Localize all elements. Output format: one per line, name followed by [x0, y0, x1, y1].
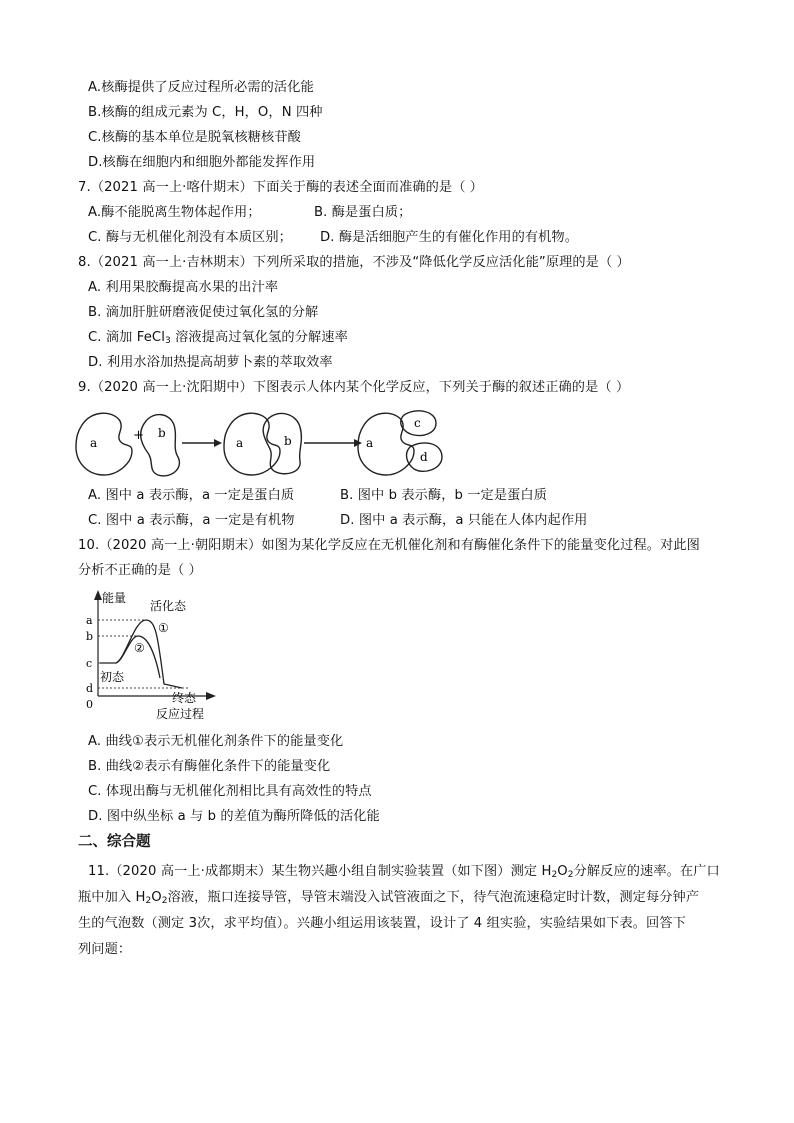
- q10-option-a: A. 曲线①表示无机催化剂条件下的能量变化: [88, 734, 344, 749]
- final-state-label: 终态: [172, 691, 197, 705]
- tick-d: d: [86, 682, 94, 695]
- label-d: d: [420, 450, 428, 464]
- label-a-product: a: [366, 436, 374, 450]
- tick-b: b: [86, 630, 94, 643]
- enzyme-a-shape: [76, 413, 132, 475]
- q9-option-a: A. 图中 a 表示酶，a 一定是蛋白质: [88, 488, 295, 503]
- q10-option-b: B. 曲线②表示有酶催化条件下的能量变化: [88, 759, 331, 774]
- q11-line4: 列问题：: [78, 942, 132, 957]
- q6-option-c: C.核酶的基本单位是脱氧核糖核苷酸: [88, 130, 301, 145]
- q11-line3: 生的气泡数（测定 3次，求平均值）。兴趣小组运用该装置，设计了 4 组实验，实验结果如下表。回答下: [78, 916, 686, 931]
- q7-option-d: D. 酶是活细胞产生的有催化作用的有机物。: [320, 230, 579, 245]
- q11-line2: 瓶中加入 $H_2O_2$溶液，瓶口连接导管，导管末端没入试管液面之下，待气泡流速稳定时计数，测定每分钟产: [78, 890, 700, 906]
- origin-label: 0: [86, 698, 93, 711]
- label-b: b: [158, 426, 166, 440]
- q10-option-c: C. 体现出酶与无机催化剂相比具有高效性的特点: [88, 784, 372, 799]
- y-axis-arrow-icon: [94, 590, 102, 600]
- q11-line1: 11.（2020 高一上·成都期末）某生物兴趣小组自制实验装置（如下图）测定 $H_2O_2$分解反应的速率。在广口: [88, 864, 720, 880]
- q9-stem: 9.（2020 高一上·沈阳期中）下图表示人体内某个化学反应，下列关于酶的叙述正确的是（ ）: [78, 380, 630, 395]
- label-c: c: [414, 416, 421, 430]
- q7-option-c: C. 酶与无机催化剂没有本质区别；: [88, 230, 292, 245]
- q9-option-b: B. 图中 b 表示酶，b 一定是蛋白质: [340, 488, 547, 503]
- q9-option-d: D. 图中 a 表示酶，a 只能在人体内起作用: [340, 513, 588, 528]
- q10-stem-line1: 10.（2020 高一上·朝阳期末）如图为某化学反应在无机催化剂和有酶催化条件下的能量变化过程。对此图: [78, 538, 700, 553]
- complex-a-shape: [224, 413, 280, 475]
- section-heading: 二、综合题: [78, 834, 151, 850]
- q7-option-a: A.酶不能脱离生物体起作用；: [88, 205, 261, 220]
- enzyme-reaction-diagram: [74, 403, 454, 485]
- q7-option-b: B. 酶是蛋白质；: [314, 205, 412, 220]
- label-plus: +: [133, 428, 144, 443]
- q6-option-d: D.核酶在细胞内和细胞外都能发挥作用: [88, 155, 316, 170]
- q8-option-a: A. 利用果胶酶提高水果的出汁率: [88, 280, 279, 295]
- q6-option-b: B.核酶的组成元素为 C，H，O，N 四种: [88, 105, 323, 120]
- tick-c: c: [86, 657, 93, 670]
- label-a-complex: a: [236, 436, 244, 450]
- curve-1-label: ①: [158, 621, 169, 635]
- q6-option-a: A.核酶提供了反应过程所必需的活化能: [88, 80, 314, 95]
- x-axis-label: 反应过程: [156, 707, 205, 721]
- curve-2-label: ②: [134, 641, 145, 655]
- y-axis-label: 能量: [102, 591, 127, 605]
- q10-option-d: D. 图中纵坐标 a 与 b 的差值为酶所降低的活化能: [88, 809, 380, 824]
- q8-stem: 8.（2021 高一上·吉林期末）下列所采取的措施，不涉及“降低化学反应活化能”原理的是（ ）: [78, 255, 630, 270]
- q8-option-d: D. 利用水浴加热提高胡萝卜素的萃取效率: [88, 355, 333, 370]
- tick-a: a: [86, 614, 93, 627]
- q8-option-b: B. 滴加肝脏研磨液促使过氧化氢的分解: [88, 305, 319, 320]
- initial-state-label: 初态: [100, 670, 125, 684]
- q9-option-c: C. 图中 a 表示酶，a 一定是有机物: [88, 513, 295, 528]
- activated-state-label: 活化态: [150, 599, 187, 613]
- q8-option-c: C. 滴加 FeCl$_3$ 溶液提高过氧化氢的分解速率: [88, 330, 348, 346]
- q10-stem-line2: 分析不正确的是（ ）: [78, 563, 202, 578]
- label-b-complex: b: [284, 434, 292, 448]
- q7-stem: 7.（2021 高一上·喀什期末）下面关于酶的表述全面而准确的是（ ）: [78, 180, 484, 195]
- energy-diagram: [78, 588, 218, 723]
- label-a: a: [90, 436, 98, 450]
- substrate-b-shape: [141, 415, 180, 476]
- arrow-head-icon: [214, 439, 222, 447]
- x-axis-arrow-icon: [206, 692, 216, 700]
